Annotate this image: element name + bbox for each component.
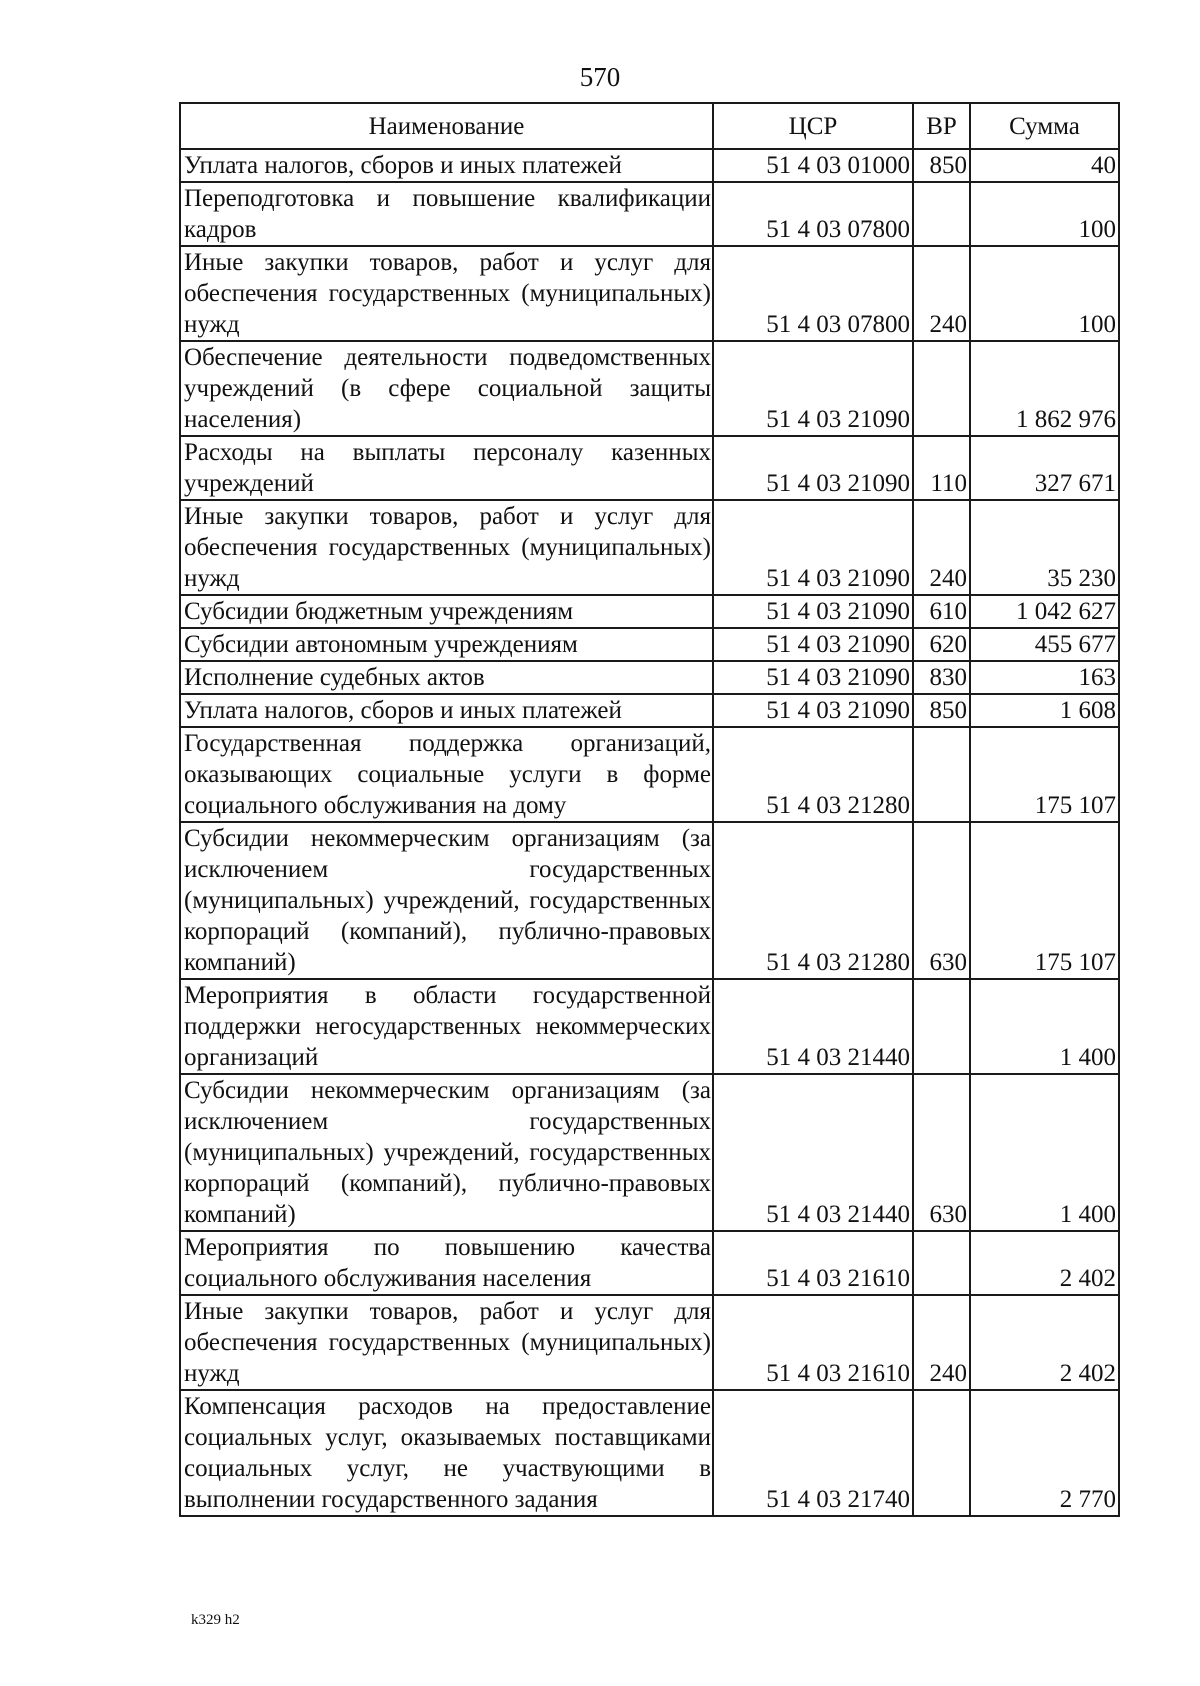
table-row [180,149,1119,182]
row-vr: 850 [913,149,970,182]
row-name: Исполнение судебных актов [180,661,713,694]
row-csr: 51 4 03 21090 [713,694,913,727]
row-vr: 240 [913,500,970,595]
table-header-row [180,103,1119,149]
row-vr [913,979,970,1074]
row-name: Государственная поддержка организаций, оказывающих социальные услуги в форме социального обслуживания на дому [180,727,713,822]
table-row [180,822,1119,979]
row-sum: 1 862 976 [970,341,1119,436]
row-name: Субсидии автономным учреждениям [180,628,713,661]
row-sum: 327 671 [970,436,1119,500]
row-name: Иные закупки товаров, работ и услуг для обеспечения государственных (муниципальных) нужд [180,1295,713,1390]
row-sum: 100 [970,182,1119,246]
row-vr: 240 [913,246,970,341]
row-csr: 51 4 03 21440 [713,979,913,1074]
row-sum: 175 107 [970,822,1119,979]
footer-code: k329 h2 [191,1612,240,1628]
row-vr [913,1231,970,1295]
table-row [180,595,1119,628]
row-csr: 51 4 03 01000 [713,149,913,182]
header-sum: Сумма [970,103,1119,149]
row-sum: 163 [970,661,1119,694]
row-sum: 1 042 627 [970,595,1119,628]
row-csr: 51 4 03 21440 [713,1074,913,1231]
row-sum: 2 770 [970,1390,1119,1516]
row-vr [913,341,970,436]
row-csr: 51 4 03 21090 [713,628,913,661]
row-name: Переподготовка и повышение квалификации кадров [180,182,713,246]
table-row [180,727,1119,822]
row-name: Уплата налогов, сборов и иных платежей [180,149,713,182]
row-name: Иные закупки товаров, работ и услуг для обеспечения государственных (муниципальных) нужд [180,500,713,595]
row-vr: 620 [913,628,970,661]
row-sum: 100 [970,246,1119,341]
table-row [180,1231,1119,1295]
row-csr: 51 4 03 07800 [713,182,913,246]
header-csr: ЦСР [713,103,913,149]
table-row [180,500,1119,595]
table-row [180,341,1119,436]
row-vr: 240 [913,1295,970,1390]
table-row [180,1074,1119,1231]
table-row [180,1390,1119,1516]
table-row [180,979,1119,1074]
row-name: Мероприятия в области государственной поддержки негосударственных некоммерческих организаций [180,979,713,1074]
row-name: Субсидии некоммерческим организациям (за исключением государственных (муниципальных) учреждений, государственных корпораций (компаний), публично-правовых компаний) [180,822,713,979]
header-name: Наименование [180,103,713,149]
table-row [180,246,1119,341]
row-vr: 630 [913,1074,970,1231]
row-csr: 51 4 03 07800 [713,246,913,341]
row-csr: 51 4 03 21090 [713,436,913,500]
table-body [180,149,1119,1516]
row-sum: 1 400 [970,1074,1119,1231]
row-vr [913,1390,970,1516]
row-csr: 51 4 03 21280 [713,822,913,979]
row-vr: 830 [913,661,970,694]
row-csr: 51 4 03 21090 [713,341,913,436]
row-sum: 2 402 [970,1231,1119,1295]
row-csr: 51 4 03 21610 [713,1295,913,1390]
row-csr: 51 4 03 21090 [713,500,913,595]
table-row [180,694,1119,727]
row-name: Уплата налогов, сборов и иных платежей [180,694,713,727]
row-name: Компенсация расходов на предоставление социальных услуг, оказываемых поставщиками социальных услуг, не участвующими в выполнении государственного задания [180,1390,713,1516]
row-csr: 51 4 03 21740 [713,1390,913,1516]
row-vr: 630 [913,822,970,979]
row-name: Расходы на выплаты персоналу казенных учреждений [180,436,713,500]
row-name: Мероприятия по повышению качества социального обслуживания населения [180,1231,713,1295]
table-row [180,182,1119,246]
row-sum: 1 400 [970,979,1119,1074]
row-vr [913,182,970,246]
row-csr: 51 4 03 21090 [713,595,913,628]
table-row [180,661,1119,694]
row-name: Субсидии некоммерческим организациям (за исключением государственных (муниципальных) учреждений, государственных корпораций (компаний), публично-правовых компаний) [180,1074,713,1231]
row-vr: 610 [913,595,970,628]
row-csr: 51 4 03 21610 [713,1231,913,1295]
row-name: Иные закупки товаров, работ и услуг для обеспечения государственных (муниципальных) нужд [180,246,713,341]
table-row [180,436,1119,500]
row-sum: 1 608 [970,694,1119,727]
table-row [180,1295,1119,1390]
table-row [180,628,1119,661]
row-name: Обеспечение деятельности подведомственных учреждений (в сфере социальной защиты населения) [180,341,713,436]
row-vr: 110 [913,436,970,500]
row-vr [913,727,970,822]
row-name: Субсидии бюджетным учреждениям [180,595,713,628]
row-sum: 455 677 [970,628,1119,661]
header-vr: ВР [913,103,970,149]
page-number: 570 [579,62,621,92]
row-sum: 40 [970,149,1119,182]
row-csr: 51 4 03 21280 [713,727,913,822]
budget-table [179,102,1120,1517]
row-sum: 2 402 [970,1295,1119,1390]
row-vr: 850 [913,694,970,727]
row-sum: 35 230 [970,500,1119,595]
row-csr: 51 4 03 21090 [713,661,913,694]
row-sum: 175 107 [970,727,1119,822]
